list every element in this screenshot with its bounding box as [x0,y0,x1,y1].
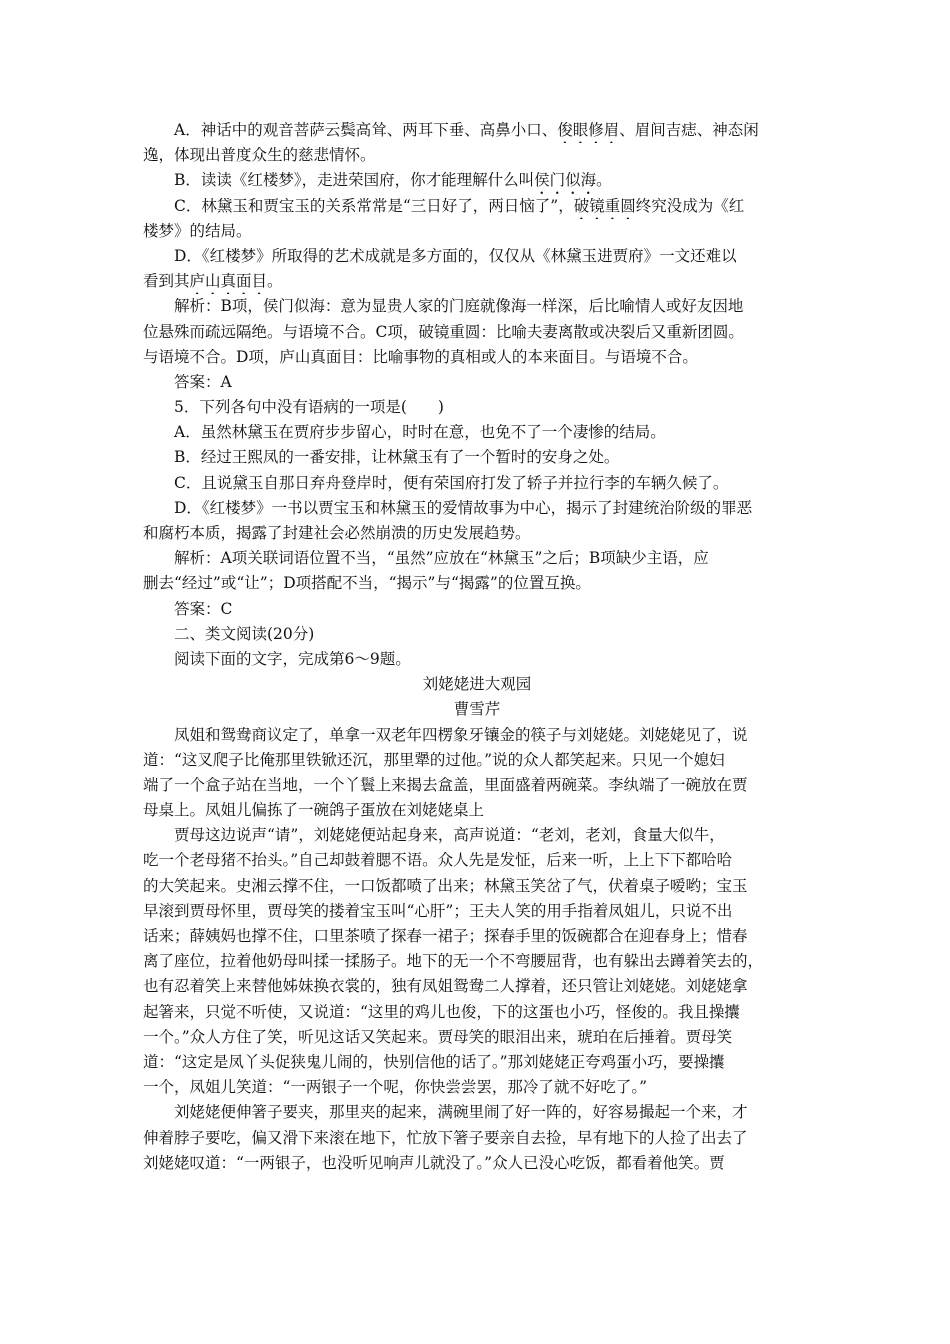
passage-line: 一个。”众人方住了笑，听见这话又笑起来。贾母笑的眼泪出来，琥珀在后捶着。贾母笑 [143,1027,733,1046]
q4-analysis-line1: 解析：B项，侯门似海：意为显贵人家的门庭就像海一样深，后比喻情人或好友因地 [174,297,744,316]
q5-analysis-line2: 删去“经过”或“让”；D项搭配不当，“揭示”与“揭露”的位置互换。 [143,574,591,593]
q4-option-c-line1: C．林黛玉和贾宝玉的关系常常是“三日好了，两日恼了”，破镜重圆终究没成为《红 [174,196,745,215]
passage-line: 话来；薛姨妈也撑不住，口里茶喷了探春一裙子；探春手里的饭碗都合在迎春身上；惜春 [143,927,748,945]
passage-line: 贾母这边说声“请”，刘姥姥便站起身来，高声说道：“老刘，老刘，食量大似牛， [174,826,725,845]
reading-instruction: 阅读下面的文字，完成第6～9题。 [174,649,411,668]
passage-line: 吃一个老母猪不抬头。”自己却鼓着腮不语。众人先是发怔，后来一听，上上下下都哈哈 [143,851,733,870]
q4-option-d-line1: D．《红楼梦》所取得的艺术成就是多方面的，仅仅从《林黛玉进贾府》一文还难以 [174,246,737,265]
emphasized-idiom: 侯门似海 [534,171,597,190]
passage-line: 道：“这定是凤丫头促狭鬼儿闹的，快别信他的话了。”那刘姥姥正夸鸡蛋小巧，要操攮 [143,1052,725,1071]
q5-option-d-line2: 和腐朽本质，揭露了封建社会必然崩溃的历史发展趋势。 [143,524,531,542]
q5-option-d-line1: D．《红楼梦》一书以贾宝玉和林黛玉的爱情故事为中心，揭示了封建统治阶级的罪恶 [174,498,753,517]
q4-option-c-line2: 楼梦》的结局。 [143,221,252,240]
passage-line: 一个，凤姐儿笑道：“一两银子一个呢，你快尝尝罢，那冷了就不好吃了。” [143,1078,648,1097]
passage-title: 刘姥姥进大观园 [422,675,532,694]
q4-analysis-line3: 与语境不合。D项，庐山真面目：比喻事物的真相或人的本来面目。与语境不合。 [143,347,698,366]
q5-answer: 答案：C [174,599,233,618]
passage-line: 凤姐和鸳鸯商议定了，单拿一双老年四楞象牙镶金的筷子与刘姥姥。刘姥姥见了，说 [174,725,748,744]
passage-line: 母桌上。凤姐儿偏拣了一碗鸽子蛋放在刘姥姥桌上 [143,801,485,820]
q4-option-d-line2: 看到其庐山真面目。 [143,272,283,291]
passage-line: 的大笑起来。史湘云撑不住，一口饭都喷了出来；林黛玉笑岔了气，伏着桌子嗳哟；宝玉 [143,876,748,895]
passage-line: 早滚到贾母怀里，贾母笑的搂着宝玉叫“心肝”；王夫人笑的用手指着凤姐儿，只说不出 [143,901,733,920]
passage-line: 端了一个盒子站在当地，一个丫鬟上来揭去盒盖，里面盛着两碗菜。李纨端了一碗放在贾 [143,775,748,794]
q4-answer: 答案：A [174,372,232,391]
q4-analysis-line2: 位悬殊而疏远隔绝。与语境不合。C项，破镜重圆：比喻夫妻离散或决裂后又重新团圆。 [143,322,744,341]
q5-option-c: C．且说黛玉自那日弃舟登岸时，便有荣国府打发了轿子并拉行李的车辆久候了。 [174,473,729,492]
q5-analysis-line1: 解析：A项关联词语位置不当，“虽然”应放在“林黛玉”之后；B项缺少主语，应 [174,549,709,568]
text-column [143,118,811,1176]
section-heading: 二、类文阅读(20分) [174,624,315,643]
q4-option-a-line1: A．神话中的观音菩萨云鬓高耸、两耳下垂、高鼻小口、俊眼修眉、眉间吉痣、神态闲 [174,121,759,139]
q4-option-a-line2: 逸，体现出普度众生的慈悲情怀。 [143,146,376,165]
passage-line: 起箸来，只觉不听使，又说道：“这里的鸡儿也俊，下的这蛋也小巧，怪俊的。我且操攮 [143,1002,740,1021]
q5-stem: 5．下列各句中没有语病的一项是( ) [174,398,444,417]
passage-author: 曹雪芹 [453,700,501,719]
q5-option-a: A．虽然林黛玉在贾府步步留心，时时在意，也免不了一个凄惨的结局。 [174,423,666,442]
q4-option-b: B．读读《红楼梦》，走进荣国府，你才能理解什么叫侯门似海。 [174,171,612,190]
emphasized-idiom: 破镜重圆 [573,196,636,215]
passage-line: 离了座位，拉着他奶母叫揉一揉肠子。地下的无一个不弯腰屈背，也有躲出去蹲着笑去的， [143,952,764,971]
q5-option-b: B．经过王熙凤的一番安排，让林黛玉有了一个暂时的安身之处。 [174,448,620,467]
passage-line: 刘姥姥便伸箸子要夹，那里夹的起来，满碗里闹了好一阵的，好容易撮起一个来，才 [174,1103,748,1122]
passage-line: 也有忍着笑上来替他姊妹换衣裳的，独有凤姐鸳鸯二人撑着，还只管让刘姥姥。刘姥姥拿 [143,977,748,996]
passage-line: 刘姥姥叹道：“一两银子，也没听见响声儿就没了。”众人已没心吃饭，都看着他笑。贾 [143,1153,725,1172]
passage-line: 道：“这叉爬子比俺那里铁锨还沉，那里犟的过他。”说的众人都笑起来。只见一个媳妇 [143,750,725,769]
passage-line: 伸着脖子要吃，偏又滑下来滚在地下，忙放下箸子要亲自去捡，早有地下的人捡了出去了 [143,1128,748,1147]
emphasized-idiom: 庐山真面目 [189,272,268,291]
emphasized-idiom: 俊眼修眉 [557,121,620,139]
